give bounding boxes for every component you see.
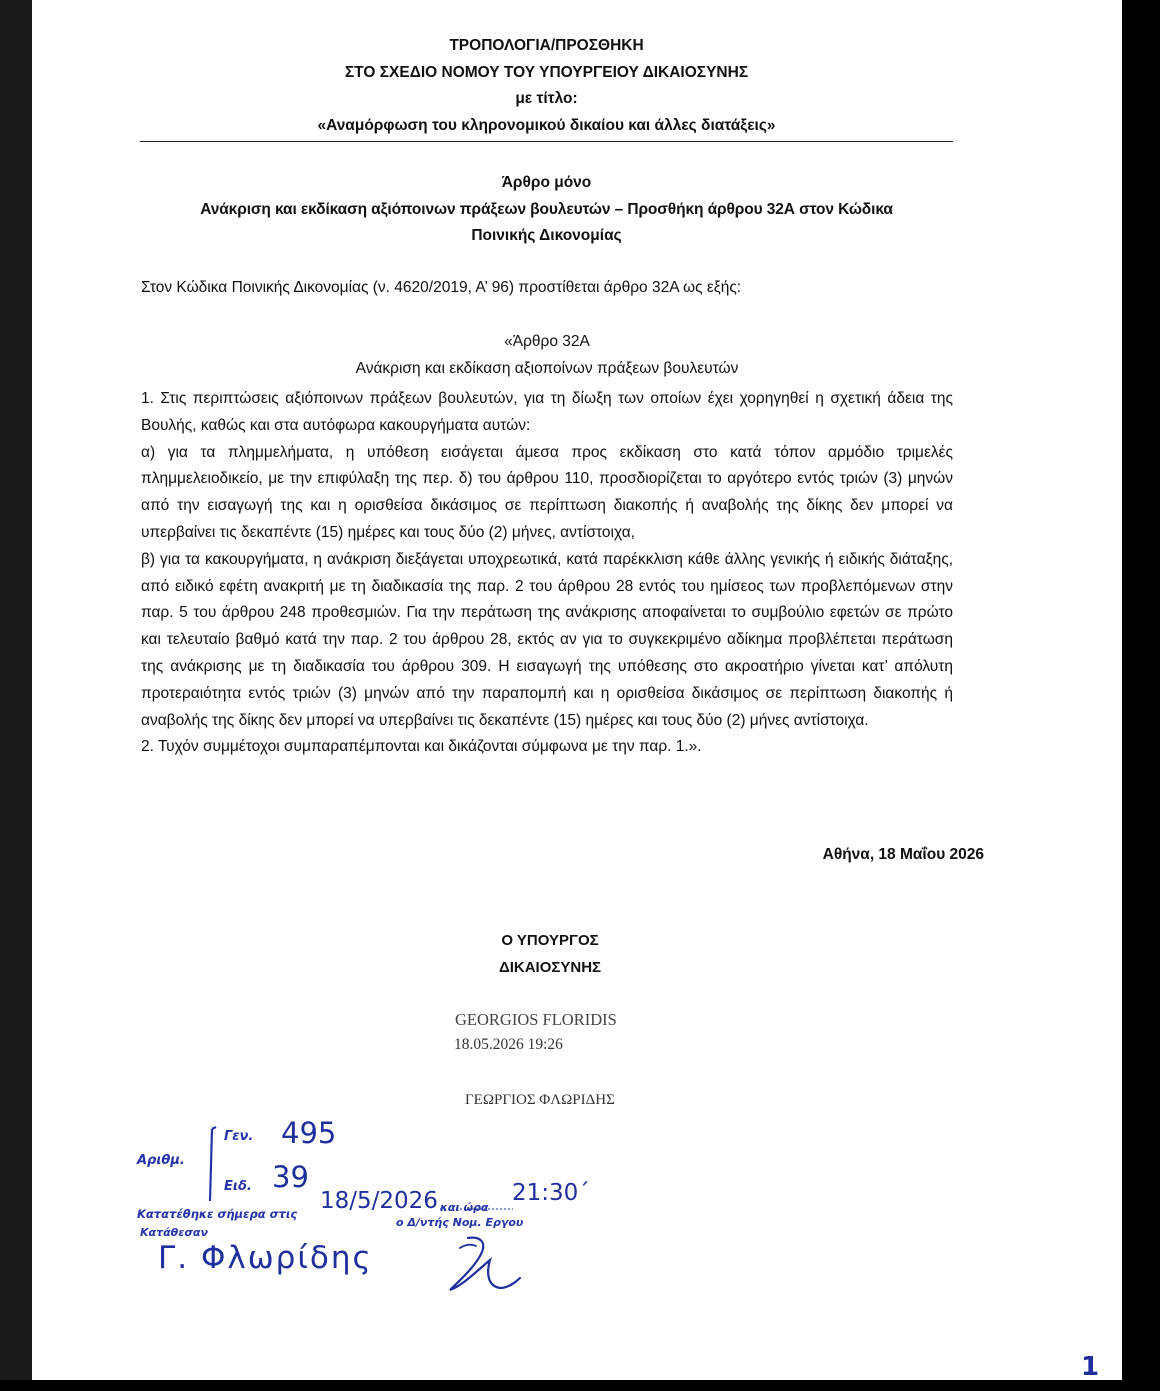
digital-signature-name: GEORGIOS FLORIDIS (455, 1010, 617, 1029)
minister-title: Ο ΥΠΟΥΡΓΟΣ (501, 932, 599, 949)
stamp-filed-date: 18/5/2026 (320, 1188, 438, 1214)
article-title-line-1: Ανάκριση και εκδίκαση αξιόποινων πράξεων βουλευτών – Προσθήκη άρθρου 32Α στον Κώδικα (200, 200, 893, 218)
stamp-submitted-label: Κατάθεσαν (140, 1226, 208, 1239)
signatory-name: ΓΕΩΡΓΙΟΣ ΦΛΩΡΙΔΗΣ (465, 1092, 615, 1108)
ministry-name: ΔΙΚΑΙΟΣΥΝΗΣ (498, 959, 602, 976)
stamp-hour-value: 21:30΄ (512, 1180, 590, 1206)
article-body (141, 386, 953, 761)
stamp-filed-label: Κατατέθηκε σήμερα στις (137, 1207, 298, 1221)
stamp-submitted-by: Γ. Φλωρίδης (158, 1240, 373, 1276)
paragraph-1a: α) για τα πλημμελήματα, η υπόθεση εισάγεται άμεσα προς εκδίκαση στο κατά τόπον αρμόδιο τριμελές πλημμελειοδικείο, με την επιφύλαξη της περ. δ) του άρθρου 110, προσδιορίζεται το αργότερο εντός τριών (3) μηνών από την εισαγωγή της και η ορισθείσα δικάσιμος σε περίπτωση διακοπής ή αναβολής της δίκης δεν μπορεί να υπερβαίνει τις δεκαπέντε (15) ημέρες και τους δύο (2) μήνες, αντίστοιχα, (141, 443, 953, 541)
stamp-office-label: ο Δ/ντής Νομ. Εργου (396, 1216, 524, 1229)
article-title-line-2: Ποινικής Δικονομίας (471, 227, 622, 244)
digital-signature-timestamp: 18.05.2026 19:26 (454, 1036, 563, 1053)
stamp-hour-underline (440, 1205, 515, 1213)
page-number: 1 (1081, 1352, 1100, 1382)
page-edge (1122, 0, 1160, 1391)
stamp-hour-label: και ώρα (440, 1201, 489, 1214)
header-line-3: με τίτλο: (515, 90, 578, 107)
handwritten-initials (440, 1230, 525, 1300)
header-divider (140, 141, 953, 142)
paragraph-1: 1. Στις περιπτώσεις αξιόποινων πράξεων βουλευτών, για τη δίωξη των οποίων έχει χορηγηθεί η σχετική άδεια της Βουλής, καθώς και στα αυτόφωρα κακουργήματα αυτών: (141, 390, 953, 434)
stamp-number-label: Αριθμ. (137, 1153, 185, 1168)
stamp-special-label: Ειδ. (224, 1179, 252, 1194)
header-line-4: «Αναμόρφωση του κληρονομικού δικαίου και άλλες διατάξεις» (317, 116, 776, 134)
article-label: Άρθρο μόνο (501, 174, 592, 191)
quoted-article-label: «Άρθρο 32Α (504, 333, 590, 350)
minister-block (440, 927, 660, 981)
stamp-general-label: Γεν. (224, 1129, 254, 1144)
article-intro: Στον Κώδικα Ποινικής Δικονομίας (ν. 4620/2019, Α’ 96) προστίθεται άρθρο 32Α ως εξής: (141, 279, 742, 296)
paragraph-1b: β) για τα κακουργήματα, η ανάκριση διεξάγεται υποχρεωτικά, κατά παρέκκλιση κάθε άλλης γενικής ή ειδικής διάταξης, από ειδικό εφέτη ανακριτή με τη διαδικασία της παρ. 2 του άρθρου 28 εντός του ημίσεος των προβλεπόμενων στην παρ. 5 του άρθρου 248 προθεσμιών. Για την περάτωση της ανάκρισης αποφαίνεται το συμβούλιο εφετών σε πρώτο και τελευταίο βαθμό κατά την παρ. 2 του άρθρου 28, εκτός αν για το συγκεκριμένο αδίκημα προβλέπεται περάτωση της ανάκρισης με τη διαδικασία του άρθρου 309. Η εισαγωγή της υπόθεσης στο ακροατήριο γίνεται κατ’ απόλυτη προτεραιότητα εντός τριών (3) μηνών από την παραπομπή και η ορισθείσα δικάσιμος σε περίπτωση διακοπής ή αναβολής της δίκης δεν μπορεί να υπερβαίνει τις δεκαπέντε (15) ημέρες και τους δύο (2) μήνες αντίστοιχα. (141, 550, 953, 729)
page-bottom-edge (0, 1380, 1160, 1391)
article-heading (140, 170, 953, 250)
header-line-1: ΤΡΟΠΟΛΟΓΙΑ/ΠΡΟΣΘΗΚΗ (449, 37, 644, 54)
quoted-article-title: Ανάκριση και εκδίκαση αξιοποίνων πράξεων βουλευτών (355, 360, 739, 377)
document-header (140, 33, 953, 139)
stamp-general-number: 495 (281, 1116, 337, 1150)
paragraph-2: 2. Τυχόν συμμέτοχοι συμπαραπέμπονται και δικάζονται σύμφωνα με την παρ. 1.». (141, 738, 702, 756)
stamp-special-number: 39 (272, 1160, 309, 1194)
stamp-bracket (205, 1125, 219, 1205)
document-date: Αθήνα, 18 Μαΐου 2026 (822, 846, 984, 863)
header-line-2: ΣΤΟ ΣΧΕΔΙΟ ΝΟΜΟΥ ΤΟΥ ΥΠΟΥΡΓΕΙΟΥ ΔΙΚΑΙΟΣΥΝΗΣ (344, 63, 749, 81)
